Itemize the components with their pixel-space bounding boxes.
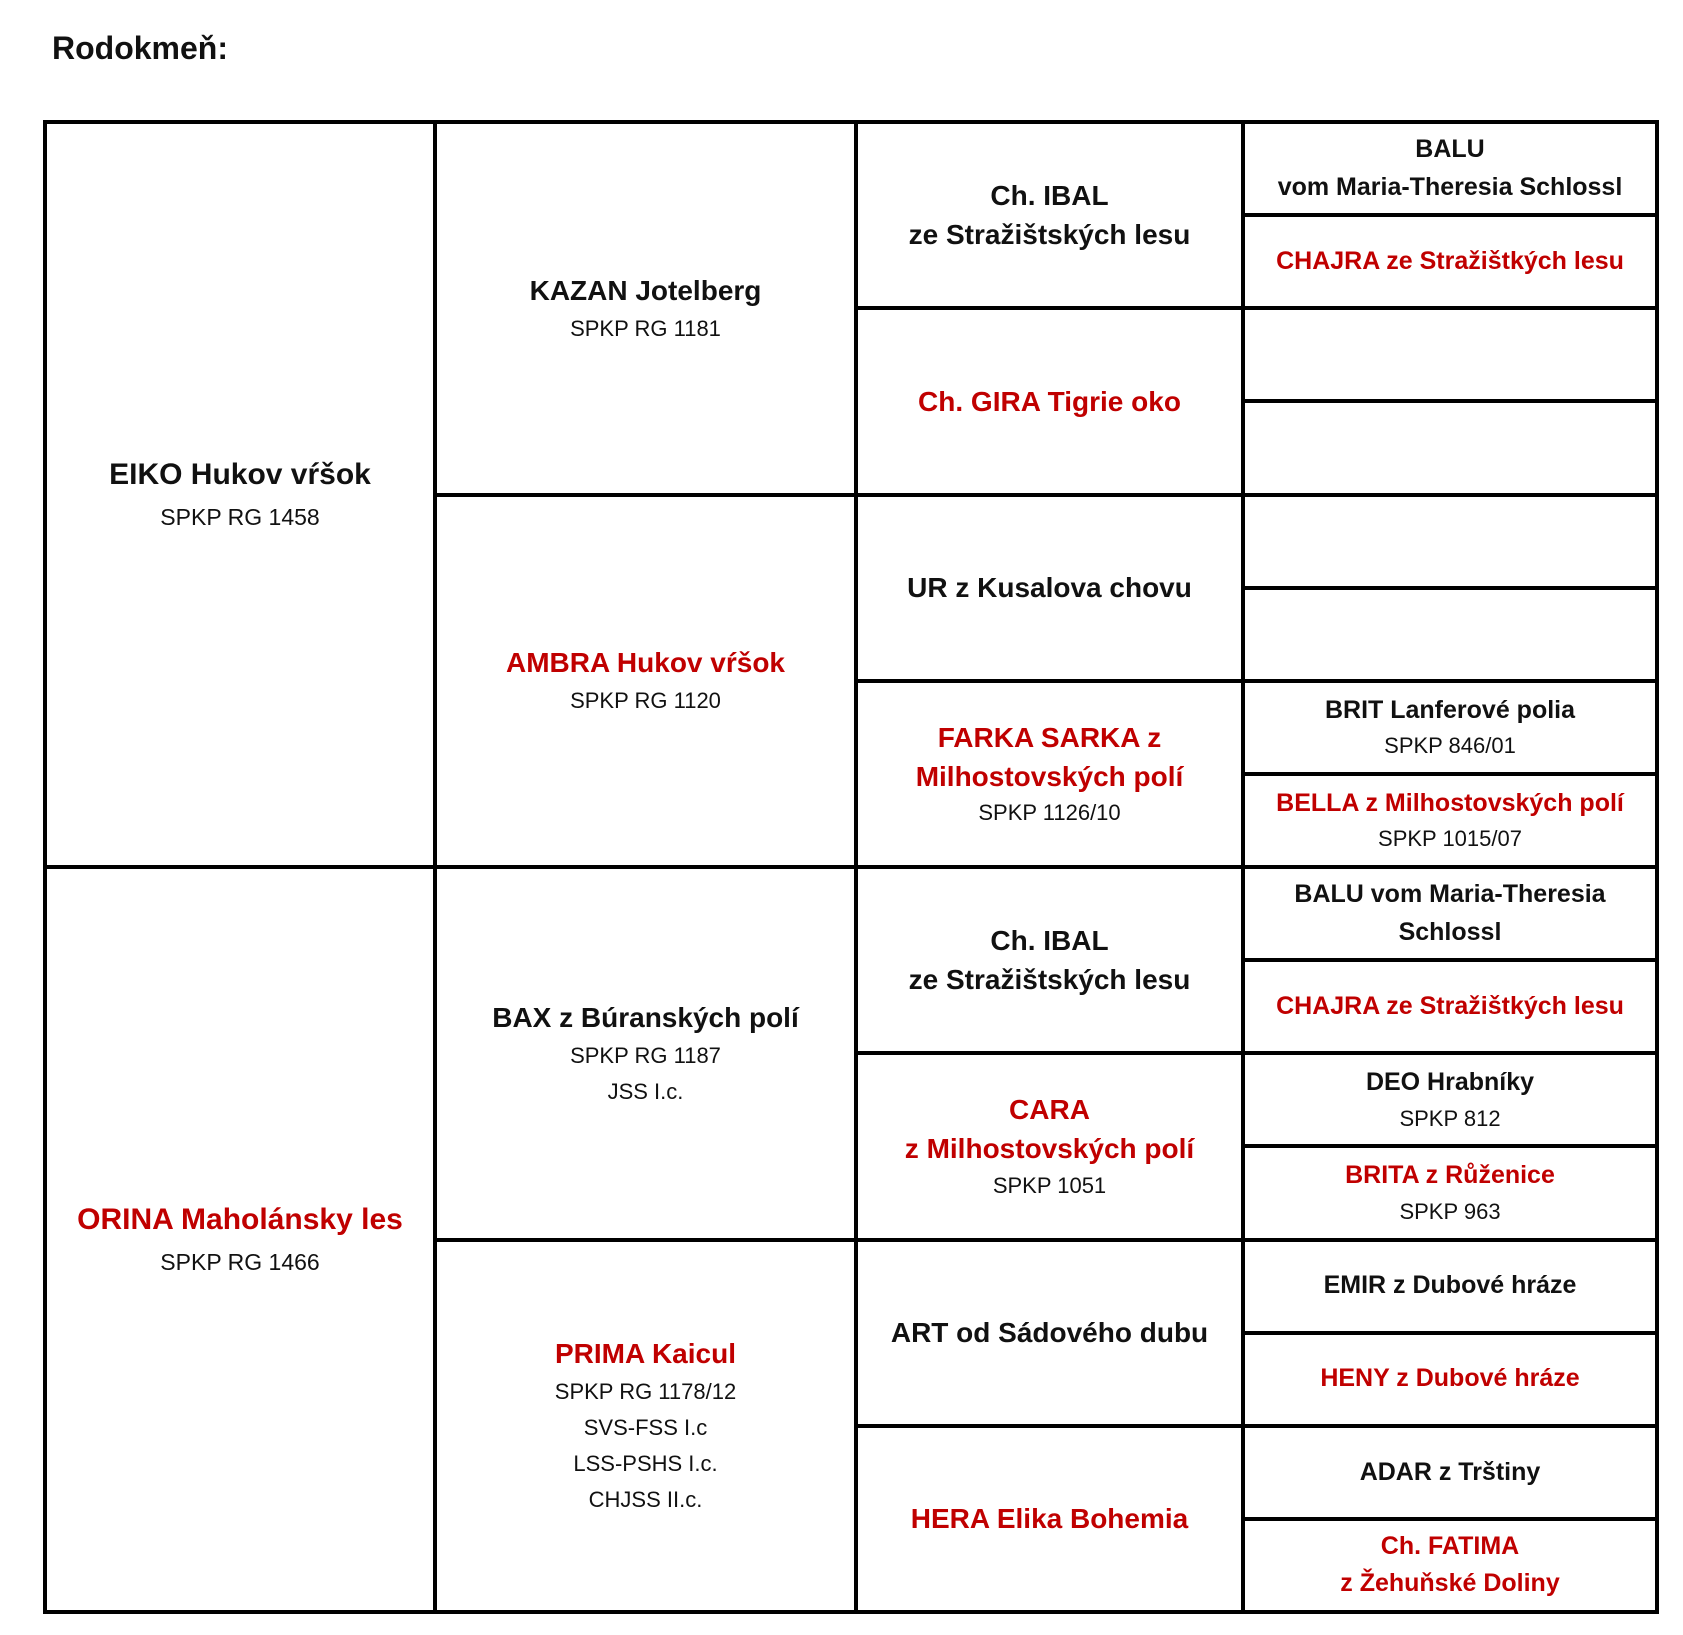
sire-dam-reg: SPKP RG 1120 (570, 688, 721, 714)
dsd-reg: SPKP 1051 (992, 1172, 1107, 1198)
dss-name-line1: Ch. IBAL (990, 924, 1109, 956)
sdd-name-line2: Milhostovských polí (915, 760, 1184, 792)
dsss-name-line1: BALU vom Maria-Theresia (1294, 880, 1606, 909)
dam-name: ORINA Maholánsky les (77, 1202, 403, 1236)
ddsd-name: HENY z Dubové hráze (1320, 1364, 1580, 1393)
dam-sire-reg: SPKP RG 1187 (570, 1042, 721, 1068)
sire-cell (45, 122, 435, 867)
dsdd-name: BRITA z Růženice (1345, 1161, 1555, 1190)
dsss-name-line2: Schlossl (1398, 917, 1502, 946)
dds-cell (856, 1240, 1243, 1426)
ddd-name: HERA Elika Bohemia (910, 1503, 1189, 1535)
dss-cell (856, 867, 1243, 1053)
dam-sire-cell (435, 867, 856, 1240)
dam-dam-title-3: CHJSS II.c. (588, 1487, 703, 1513)
ddss-name: EMIR z Dubové hráze (1323, 1271, 1577, 1300)
dam-dam-title-2: LSS-PSHS I.c. (573, 1451, 718, 1477)
ddsd-cell (1243, 1333, 1657, 1426)
dsd-name-line1: CARA (1009, 1094, 1090, 1126)
sire-dam-cell (435, 495, 856, 868)
dsds-cell (1243, 1053, 1657, 1146)
sdd-name-line1: FARKA SARKA z (937, 721, 1162, 753)
dddd-name-line2: z Žehuňské Doliny (1340, 1569, 1560, 1598)
dsds-name: DEO Hrabníky (1365, 1068, 1535, 1097)
ddd-cell (856, 1426, 1243, 1612)
dam-cell (45, 867, 435, 1612)
dam-dam-reg: SPKP RG 1178/12 (554, 1379, 737, 1405)
dssd-name: CHAJRA ze Stražištkých lesu (1276, 991, 1624, 1020)
sdd-reg: SPKP 1126/10 (978, 800, 1121, 826)
sdds-reg: SPKP 846/01 (1384, 733, 1516, 759)
sds-cell (856, 495, 1243, 681)
ssd-name: Ch. GIRA Tigrie oko (918, 385, 1181, 417)
dsd-name-line2: z Milhostovských polí (904, 1133, 1195, 1165)
ssss-cell (1243, 122, 1657, 215)
sssd-name: CHAJRA ze Stražištkých lesu (1276, 246, 1624, 275)
ssdd-cell (1243, 401, 1657, 494)
sss-name-line2: ze Stražištských lesu (908, 219, 1191, 251)
pedigree-row (45, 122, 1657, 215)
ssss-name-line2: vom Maria-Theresia Schlossl (1277, 172, 1623, 201)
sdds-name: BRIT Lanferové polia (1324, 695, 1576, 724)
dam-dam-cell (435, 1240, 856, 1613)
sddd-cell (1243, 774, 1657, 867)
sire-sire-cell (435, 122, 856, 495)
dam-dam-name: PRIMA Kaicul (555, 1337, 736, 1369)
ssd-cell (856, 308, 1243, 494)
sds-name: UR z Kusalova chovu (907, 572, 1192, 604)
sire-sire-reg: SPKP RG 1181 (570, 315, 721, 341)
ssss-name-line1: BALU (1415, 135, 1485, 164)
dss-name-line2: ze Stražištských lesu (908, 964, 1191, 996)
ddds-name: ADAR z Trštiny (1359, 1457, 1541, 1486)
dsdd-reg: SPKP 963 (1399, 1198, 1501, 1224)
dddd-name-line1: Ch. FATIMA (1380, 1531, 1520, 1560)
dsss-cell (1243, 867, 1657, 960)
dam-sire-title: JSS I.c. (607, 1078, 684, 1104)
sddd-name: BELLA z Milhostovských polí (1276, 788, 1624, 817)
sss-cell (856, 122, 1243, 308)
ddds-cell (1243, 1426, 1657, 1519)
sire-sire-name: KAZAN Jotelberg (529, 274, 762, 306)
dsds-reg: SPKP 812 (1399, 1105, 1501, 1131)
dsd-cell (856, 1053, 1243, 1239)
dds-name: ART od Sádového dubu (890, 1317, 1209, 1349)
sire-reg: SPKP RG 1458 (160, 503, 320, 530)
dam-sire-name: BAX z Búranských polí (492, 1001, 799, 1033)
sddd-reg: SPKP 1015/07 (1378, 826, 1522, 852)
dam-reg: SPKP RG 1466 (160, 1248, 320, 1275)
sdss-cell (1243, 495, 1657, 588)
sss-name-line1: Ch. IBAL (990, 179, 1109, 211)
sdsd-cell (1243, 588, 1657, 681)
sssd-cell (1243, 215, 1657, 308)
dssd-cell (1243, 960, 1657, 1053)
sdds-cell (1243, 681, 1657, 774)
ssds-cell (1243, 308, 1657, 401)
page-title: Rodokmeň: (52, 30, 228, 66)
ddss-cell (1243, 1240, 1657, 1333)
sire-name: EIKO Hukov vŕšok (109, 457, 371, 491)
dam-dam-title-1: SVS-FSS I.c (583, 1415, 708, 1441)
pedigree-table (43, 120, 1659, 1614)
sire-dam-name: AMBRA Hukov vŕšok (505, 647, 785, 679)
dsdd-cell (1243, 1146, 1657, 1239)
dddd-cell (1243, 1519, 1657, 1612)
pedigree-row (45, 867, 1657, 960)
sdd-cell (856, 681, 1243, 867)
